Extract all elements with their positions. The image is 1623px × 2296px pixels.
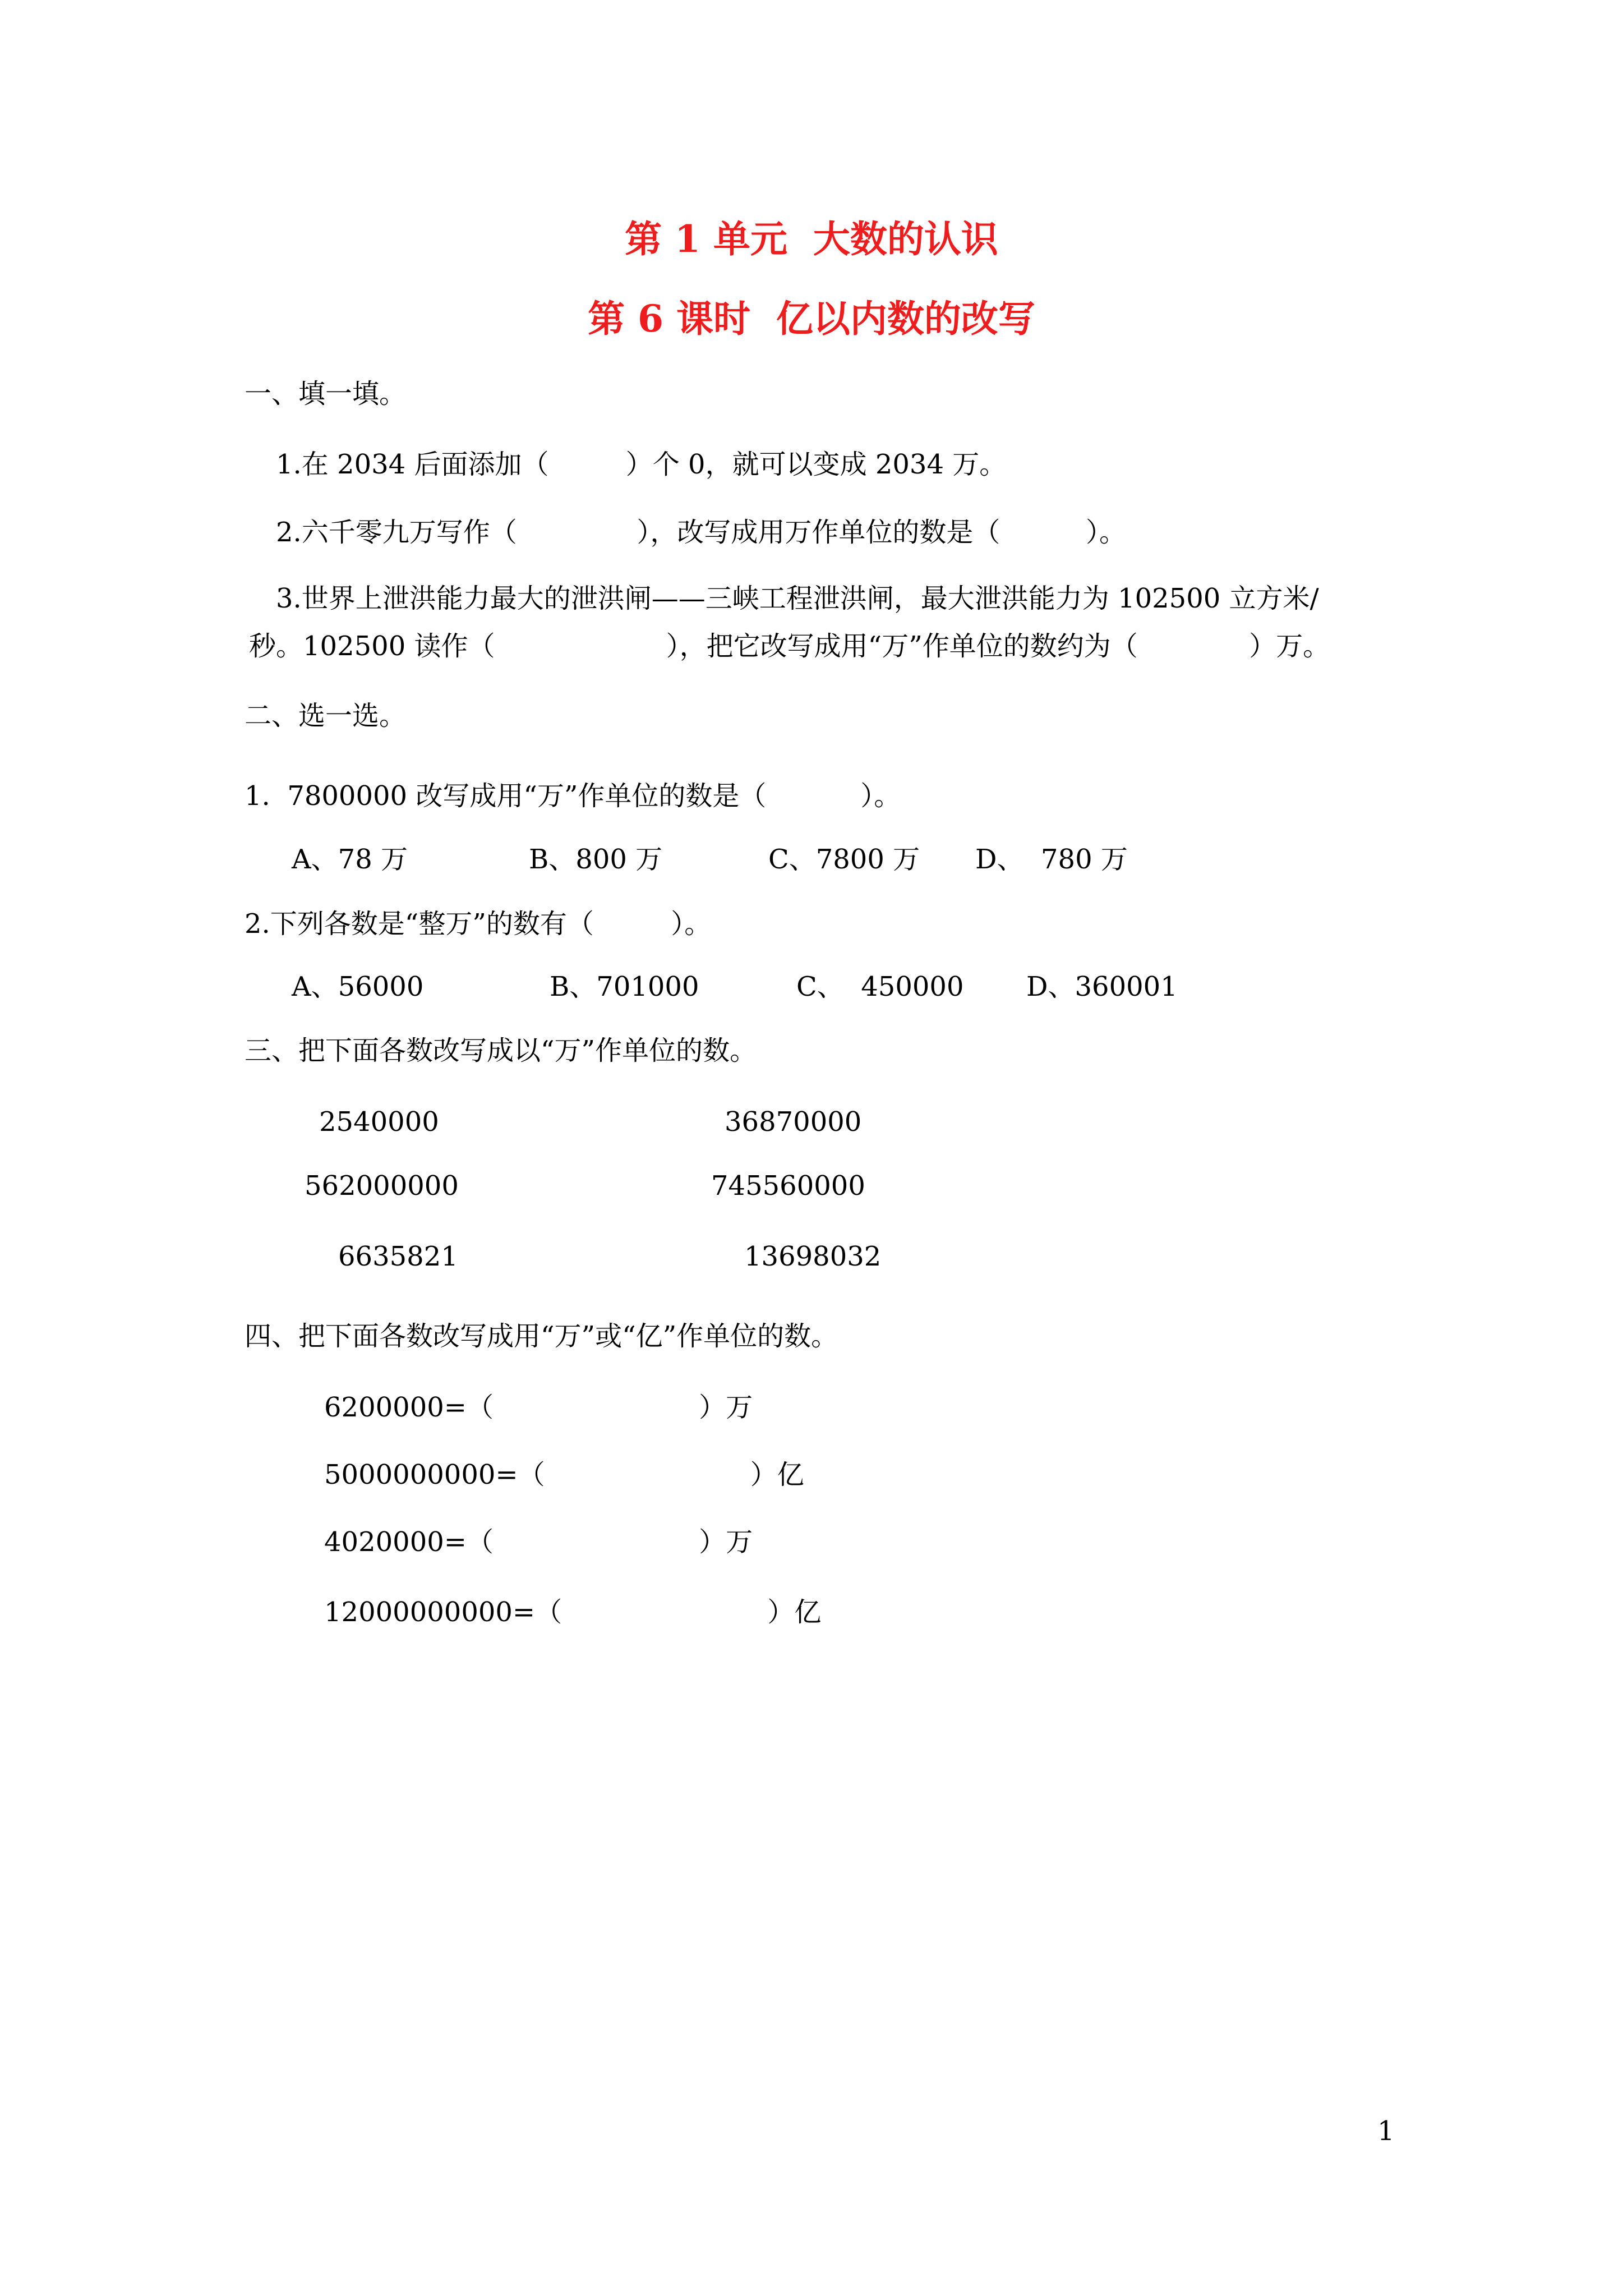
section-2-heading: 二、选一选。: [245, 700, 407, 731]
sec1-question-2: 2.六千零九万写作（ ），改写成用万作单位的数是（ ）。: [276, 517, 1126, 548]
sec2-question-2: 2.下列各数是“整万”的数有（ ）。: [245, 908, 712, 940]
sec2-q2-option-c: C、 450000: [796, 971, 964, 1002]
sec2-q2-option-d: D、360001: [1026, 971, 1178, 1002]
unit-title: 第 1 单元 大数的认识: [625, 217, 998, 261]
sec2-q1-option-d: D、 780 万: [975, 844, 1128, 875]
sec2-q2-option-b: B、701000: [550, 971, 699, 1002]
sec3-number: 6635821: [338, 1241, 458, 1272]
sec3-number: 13698032: [744, 1241, 882, 1272]
sec1-question-1: 1.在 2034 后面添加（ ）个 0，就可以变成 2034 万。: [276, 449, 1007, 480]
sec1-question-3-line-1: 3.世界上泄洪能力最大的泄洪闸——三峡工程泄洪闸，最大泄洪能力为 102500 立方米/: [276, 583, 1319, 614]
section-4-heading: 四、把下面各数改写成用“万”或“亿”作单位的数。: [245, 1320, 838, 1352]
sec4-item: 6200000=（ ）万: [324, 1392, 753, 1423]
page-number: 1: [1377, 2115, 1395, 2147]
sec4-item: 5000000000=（ ）亿: [324, 1459, 804, 1490]
sec4-item: 12000000000=（ ）亿: [324, 1596, 822, 1628]
sec2-q2-option-a: A、56000: [292, 971, 424, 1002]
sec3-number: 36870000: [725, 1106, 862, 1138]
section-3-heading: 三、把下面各数改写成以“万”作单位的数。: [245, 1035, 757, 1066]
sec1-question-3-line-2: 秒。102500 读作（ ），把它改写成用“万”作单位的数约为（ ）万。: [249, 631, 1330, 662]
lesson-title: 第 6 课时 亿以内数的改写: [588, 297, 1035, 341]
sec2-q1-option-a: A、78 万: [292, 844, 408, 875]
sec3-number: 562000000: [305, 1170, 459, 1202]
sec2-q1-option-b: B、800 万: [529, 844, 663, 875]
section-1-heading: 一、填一填。: [245, 378, 407, 409]
sec2-question-1: 1. 7800000 改写成用“万”作单位的数是（ ）。: [245, 780, 901, 812]
sec3-number: 2540000: [319, 1106, 439, 1138]
sec2-q1-option-c: C、7800 万: [768, 844, 920, 875]
sec4-item: 4020000=（ ）万: [324, 1526, 753, 1558]
sec3-number: 745560000: [711, 1170, 865, 1202]
